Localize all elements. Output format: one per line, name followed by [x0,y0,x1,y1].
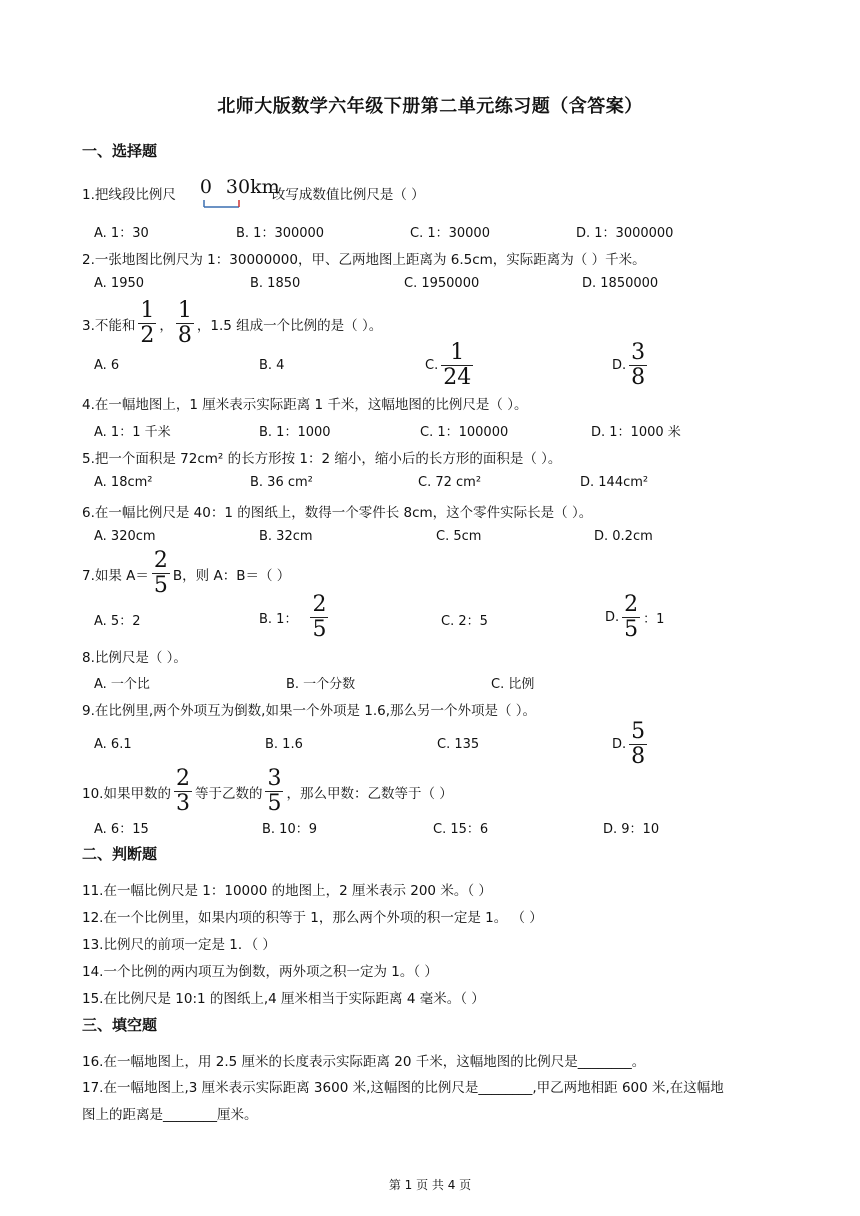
fraction-numerator: 2 [175,766,190,791]
q8-option-a: A. 一个比 [94,677,150,692]
q10-option-b: B. 10：9 [262,822,317,837]
fraction-numerator: 2 [624,592,639,617]
separator: ， [159,317,173,334]
q2-option-a: A. 1950 [94,276,145,291]
fraction-numerator: 2 [153,548,168,573]
option-label: C. [425,358,439,373]
fraction-denominator: 8 [177,323,192,348]
q8-option-b: B. 一个分数 [286,677,356,692]
question-9: 9.在比例里,两个外项互为倒数,如果一个外项是 1.6,那么另一个外项是（ ）。 [82,703,537,719]
option-label: D. [612,737,627,752]
section-heading-choice: 一、选择题 [82,142,158,160]
q3-option-d [612,342,650,389]
fraction-numerator: 1 [177,298,192,323]
question-1-text: 1.把线段比例尺 [82,187,176,203]
question-8: 8.比例尺是（ ）。 [82,650,187,666]
question-10-text-after: ，那么甲数：乙数等于（ ） [286,785,453,802]
question-6: 6.在一幅比例尺是 40：1 的图纸上，数得一个零件长 8cm，这个零件实际长是（ ）。 [82,505,593,521]
fraction [266,768,282,815]
option-label: D. [612,358,627,373]
q10-option-c: C. 15：6 [433,822,489,837]
fraction-numerator: 1 [450,340,465,365]
scale-km-label: 30km [225,176,280,198]
q6-option-b: B. 32cm [259,529,313,544]
question-7-text-after: B，则 A：B＝（ ） [172,567,291,584]
question-2: 2.一张地图比例尺为 1：30000000，甲、乙两地图上距离为 6.5cm，实际距离为（ ）千米。 [82,252,646,268]
q7-option-c: C. 2：5 [441,614,488,629]
fraction-numerator: 3 [631,340,646,365]
q9-option-c: C. 135 [437,737,480,752]
fraction [175,768,191,815]
judge-question: 11.在一幅比例尺是 1：10000 的地图上，2 厘米表示 200 米。（ ） [82,883,492,899]
question-3-text: 3.不能和 [82,317,136,334]
q4-option-c: C. 1：100000 [420,425,509,440]
fraction-numerator: 2 [312,592,327,617]
question-1 [82,178,425,208]
fraction-denominator: 5 [153,573,168,598]
fraction [153,550,169,597]
fraction [623,594,639,641]
option-label: B. 1： [259,612,298,627]
question-1-text-after: 改写成数值比例尺是（ ） [271,187,425,203]
question-4: 4.在一幅地图上，1 厘米表示实际距离 1 千米，这幅地图的比例尺是（ ）。 [82,397,528,413]
q2-option-d: D. 1850000 [582,276,659,291]
fraction-denominator: 24 [443,365,472,390]
q4-option-a: A. 1：1 千米 [94,425,171,440]
q10-option-a: A. 6：15 [94,822,149,837]
q2-option-c: C. 1950000 [404,276,480,291]
q6-option-c: C. 5cm [436,529,482,544]
q3-option-c [425,342,476,389]
scale-line-icon [182,178,266,208]
q1-option-d: D. 1：3000000 [576,226,674,241]
q9-option-d [612,721,650,768]
fraction [139,300,155,347]
q1-option-c: C. 1：30000 [410,226,490,241]
question-7-text: 7.如果 A＝ [82,567,149,584]
q5-option-d: D. 144cm² [580,475,649,490]
section-heading-fill: 三、填空题 [82,1016,158,1034]
fraction-denominator: 5 [624,617,639,642]
fraction-numerator: 5 [631,719,646,744]
judge-question: 14.一个比例的两内项互为倒数，两外项之积一定为 1。（ ） [82,964,438,980]
q6-option-a: A. 320cm [94,529,156,544]
page-title: 北师大版数学六年级下册第二单元练习题（含答案） [217,96,643,117]
q3-option-a: A. 6 [94,358,120,373]
fraction-denominator: 8 [631,365,646,390]
q7-option-d [605,594,664,641]
option-label: D. [605,610,620,625]
q9-option-a: A. 6.1 [94,737,132,752]
judge-question: 13.比例尺的前项一定是 1．（ ） [82,937,276,953]
fraction-denominator: 5 [267,791,282,816]
line-segment-scale [182,176,280,208]
section-heading-judge: 二、判断题 [82,845,158,863]
fraction [442,342,472,389]
fill-question-continued: 图上的距离是________厘米。 [82,1107,258,1123]
page-footer: 第 1 页 共 4 页 [388,1178,472,1192]
fraction-denominator: 8 [631,744,646,769]
q5-option-c: C. 72 cm² [418,475,482,490]
fraction-numerator: 3 [267,766,282,791]
question-10-text-mid: 等于乙数的 [194,785,263,802]
q6-option-d: D. 0.2cm [594,529,653,544]
question-3-text-after: ，1.5 组成一个比例的是（ ）。 [196,317,383,334]
q7-option-a: A. 5：2 [94,614,141,629]
fill-question: 16.在一幅地图上，用 2.5 厘米的长度表示实际距离 20 千米，这幅地图的比例尺是________。 [82,1054,646,1070]
fraction [311,594,327,641]
judge-question: 15.在比例尺是 10:1 的图纸上,4 厘米相当于实际距离 4 毫米。（ ） [82,991,485,1007]
q7-option-b [259,594,331,641]
q8-option-c: C. 比例 [491,677,535,692]
question-3 [82,300,382,347]
fraction-denominator: 3 [175,791,190,816]
scale-zero-label: 0 [199,176,212,198]
q9-option-b: B. 1.6 [265,737,303,752]
fraction [630,721,646,768]
q2-option-b: B. 1850 [250,276,301,291]
q5-option-b: B. 36 cm² [250,475,313,490]
fraction-numerator: 1 [140,298,155,323]
fraction [630,342,646,389]
judge-question: 12.在一个比例里，如果内项的积等于 1，那么两个外项的积一定是 1。 （ ） [82,910,543,926]
option-suffix: ：1 [643,612,665,627]
question-10-text: 10.如果甲数的 [82,785,171,802]
question-7 [82,550,290,597]
q1-option-a: A. 1：30 [94,226,149,241]
question-10 [82,768,453,815]
fraction [177,300,193,347]
q1-option-b: B. 1：300000 [236,226,325,241]
question-5: 5.把一个面积是 72cm² 的长方形按 1：2 缩小，缩小后的长方形的面积是（ ）。 [82,451,562,467]
q5-option-a: A. 18cm² [94,475,153,490]
q4-option-b: B. 1：1000 [259,425,331,440]
fraction-denominator: 2 [140,323,155,348]
fill-question: 17.在一幅地图上,3 厘米表示实际距离 3600 米,这幅图的比例尺是________,甲乙两地相距 600 米,在这幅地 [82,1080,724,1096]
q3-option-b: B. 4 [259,358,285,373]
q4-option-d: D. 1：1000 米 [591,425,681,440]
q10-option-d: D. 9：10 [603,822,660,837]
fraction-denominator: 5 [312,617,327,642]
